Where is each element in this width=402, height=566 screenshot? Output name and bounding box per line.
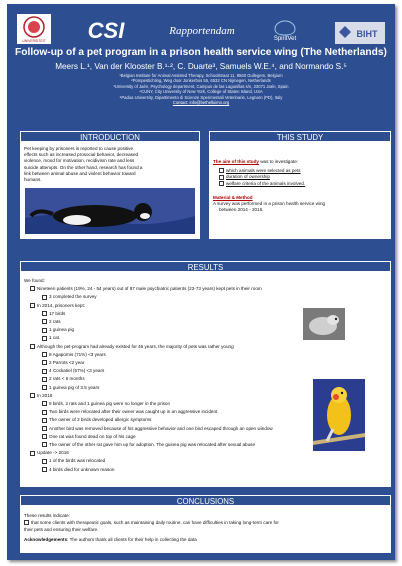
result-item-text: 1 guinea pig [49,327,75,333]
results-list [24,285,311,474]
result-item [24,285,311,293]
result-item-text: 1 cat. [49,335,61,341]
result-item-text: The owner of the other rat gave him up for adoption. The guinea pig was relocated after sexual abuse [49,442,255,448]
result-item [24,375,311,383]
study-item-text: which animals were selected as pets [226,168,301,174]
result-item [24,359,311,367]
affiliation-4: ⁴CUNY, City University of New York, College of Staten Island, USA [139,89,263,95]
aim-label: The aim of this study [213,159,259,164]
introduction-text [24,146,196,183]
results-panel [20,261,391,487]
checkbox-icon [42,434,47,439]
intro-line: Pet keeping by prisoners is reported to cause positive [24,146,134,151]
result-item-text: 3 completed the survey [49,294,97,300]
checkbox-icon [42,377,47,382]
introduction-title: INTRODUCTION [20,131,200,142]
bird-photo [313,379,365,451]
intro-line: violence, mood for motivation, recidivism rate and less [24,158,135,164]
checkbox-icon [42,426,47,431]
ack-label: Acknowledgements [24,537,68,542]
result-item-text: In 2016 [37,392,53,398]
result-item-text: The owner of 2 birds developed allergic symptoms [49,417,152,423]
checkbox-icon [30,344,35,349]
result-item-text: 2 rats [49,319,61,325]
result-item [24,367,311,375]
result-item [24,433,311,441]
checkbox-icon [30,393,35,398]
conclusion-continuation: their pets and ensuring their welfare. [24,527,99,532]
result-item-text: 17 birds [49,310,66,316]
result-item [24,334,311,342]
this-study-panel [209,131,391,239]
checkbox-icon [219,175,224,180]
rat-photo [303,308,345,340]
checkbox-icon [42,418,47,423]
study-item-text: welfare criteria of the animals involved. [226,180,306,186]
poster-title: Follow-up of a pet program in a prison health service wing (The Netherlands) [15,47,387,58]
introduction-panel [20,131,200,239]
result-item [24,302,311,310]
checkbox-icon [42,352,47,357]
results-text [24,277,311,474]
script-logo [159,20,245,40]
checkbox-icon [30,286,35,291]
this-study-title: THIS STUDY [209,131,391,142]
checkbox-icon [24,520,29,525]
checkbox-icon [30,303,35,308]
csi-logo [87,16,125,44]
affiliation-3: ³University of Jaén, Psychology department, Campus de las Lagunillas s/n, 23071 Jaén, Spain [113,83,289,89]
method-line: between 2014 - 2016. [219,207,264,213]
result-item-text: 8 Agapornis (71%) <3 years [49,351,106,357]
result-item-text: Although the pet-program had already existed for 46 years, the majority of pets was rather young [37,343,234,349]
result-item [24,293,311,301]
spiritvet-logo [265,18,305,42]
result-item [24,392,311,400]
checkbox-icon [42,328,47,333]
csi-logo-text: CSI [87,18,125,43]
aim-rest: was to investigate: [258,159,299,164]
this-study-text [213,159,387,213]
conclusions-panel [20,495,391,553]
result-item [24,466,311,474]
conclusion-text: that some clients with therapeutic goals, such as maintaining daily routine, can have difficulties in taking long-term care for [31,520,279,525]
conclusions-text [24,512,387,543]
result-item [24,351,311,359]
affiliation-1: ¹Belgian Institute for Animal Assisted Therapy, Schoolstraat 11, 8560 Gullegem, Belgium [119,73,283,78]
result-item-text: 1 of the birds was relocated [49,458,106,464]
checkbox-icon [42,401,47,406]
study-item [213,181,387,187]
checkbox-icon [42,459,47,464]
checkbox-icon [42,369,47,374]
result-item [24,326,311,334]
result-item-text: 8 birds, 2 rats and 1 guinea pig were no longer in the prison [49,401,171,407]
intro-line: suicide attempts. On the other hand, research has found a [24,164,143,170]
checkbox-icon [42,311,47,316]
we-found-line: We found: [24,278,45,283]
ack-text: : The authors thank all clients for their help in collecting the data [67,537,197,542]
affiliation-2: ²Pompestichting, Weg door Jonkerbos 55, 6532 CN Nijmegen, Netherlands [131,78,271,84]
result-item [24,416,311,424]
result-item [24,441,311,449]
result-item-text: In 2014, prisoners kept: [37,302,86,308]
result-item-text: Update -> 2016 [37,450,69,456]
result-item-text: 1 guinea pig of 3.5 years [49,384,100,390]
seal-logo-text: UNIVERSITEIT [22,39,46,43]
script-logo-text: Rapportendam [169,25,235,37]
author-list: Meers L.¹, Van der Klooster B.¹·², C. Duarte³, Samuels W.E.⁴, and Normando S.⁵ [55,62,347,71]
result-item-text: 4 Cockatiel (57%) <3 years [49,368,105,374]
logo-bar [17,14,387,46]
checkbox-icon [30,451,35,456]
result-item [24,384,311,392]
result-item-text: 2 Parrots <2 year [49,360,85,366]
results-title: RESULTS [20,261,391,272]
checkbox-icon [42,360,47,365]
checkbox-icon [42,336,47,341]
checkbox-icon [42,442,47,447]
aim-line [213,159,387,165]
result-item [24,343,311,351]
contact-email[interactable]: Contact: info@bethelluimn.org [172,100,230,105]
result-item [24,457,311,465]
cat-photo [25,188,195,234]
checkbox-icon [219,168,224,173]
method-title: Material & Method [213,194,253,200]
result-item [24,310,311,318]
conclusion-point [24,519,387,526]
biht-logo-text: BIHT [356,29,378,39]
checkbox-icon [42,410,47,415]
result-item [24,400,311,408]
result-item-text: 2 rats < 6 months [49,376,85,382]
result-item-text: Nineteen patients (19%, 24 - 54 years) out of 97 male psychiatric patients (23-73 years) kept pets in their room [37,286,262,292]
acknowledgements [24,536,387,543]
checkbox-icon [42,385,47,390]
method-line: A survey was performed in a prison health service wing [213,201,326,207]
biht-logo [335,22,385,44]
poster [7,4,395,560]
intro-line: link between animal abuse and violent behavior toward [24,170,136,176]
result-item [24,318,311,326]
result-item [24,408,311,416]
checkbox-icon [219,181,224,186]
university-seal-logo [17,14,51,44]
conclusion-intro: These results indicate: [24,513,70,518]
result-item-text: Two birds were relocated after their owner was caught up in an aggressive incident [49,409,218,415]
result-item-text: One rat was found dead on top of his cage [49,433,136,439]
intro-line: effects such as increased prosocial behavior, decreased [24,152,139,158]
study-item-text: duration of ownership [226,174,270,180]
spiritvet-logo-text: SpiritVet [273,36,297,42]
result-item [24,449,311,457]
affiliation-5: ⁵Padua University, Dipartimento di Scienze Sperimentali Veterinarie, Legnaro (PD), Italy [119,94,283,100]
result-item-text: Another bird was removed because of his aggressive behavior and one bird escaped through an open window [49,425,273,431]
checkbox-icon [42,295,47,300]
result-item-text: 4 birds died for unknown reason [49,466,115,472]
conclusions-title: CONCLUSIONS [20,495,391,506]
checkbox-icon [42,467,47,472]
intro-line: humans. [24,177,42,183]
result-item [24,425,311,433]
checkbox-icon [42,319,47,324]
